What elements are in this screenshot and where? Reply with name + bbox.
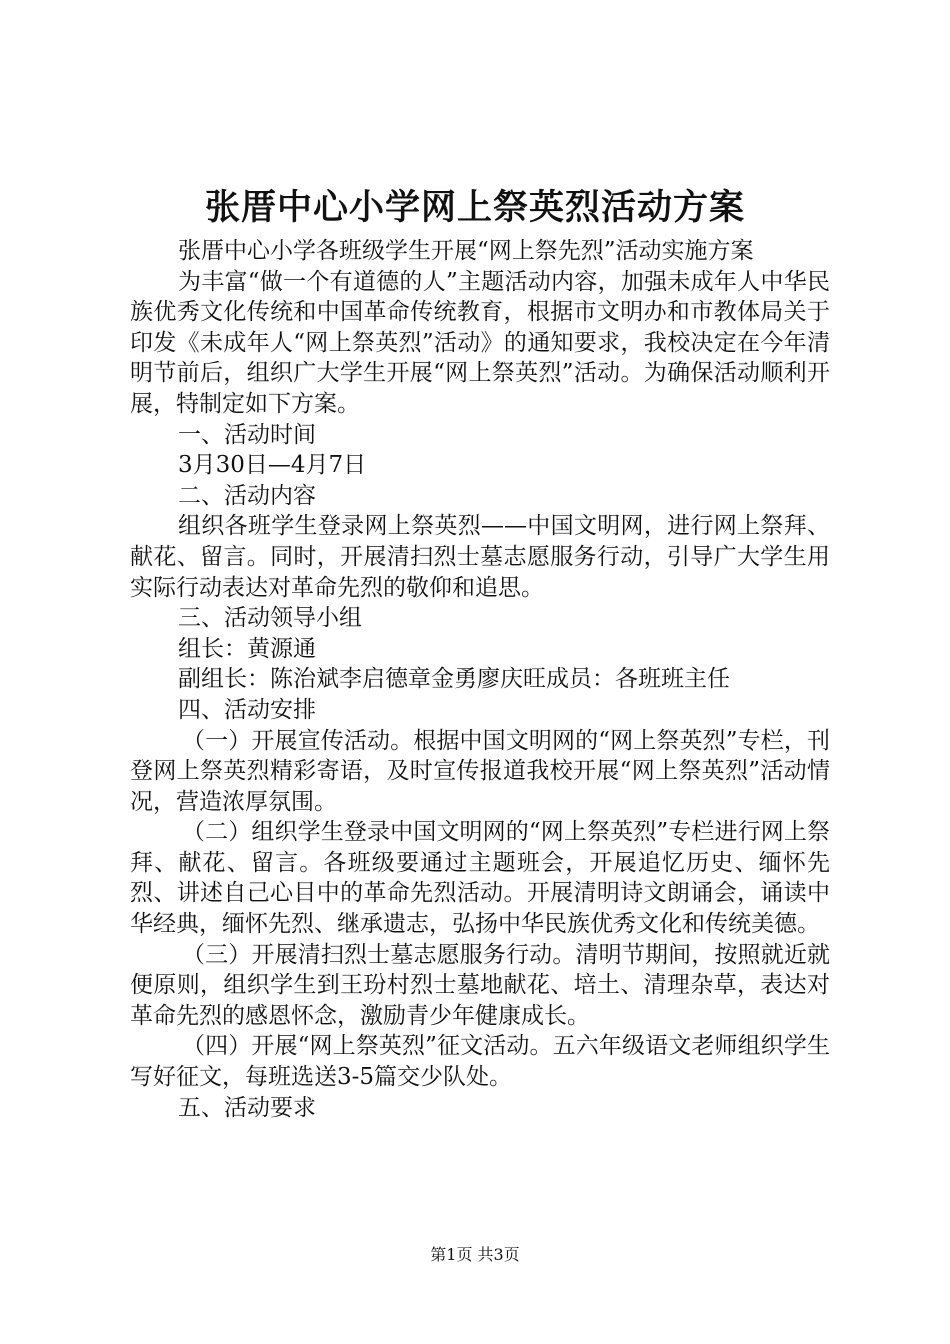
section-heading-requirements: 五、活动要求	[178, 1094, 316, 1121]
intro-paragraph: 为丰富“做一个有道德的人”主题活动内容，加强未成年人中华民族优秀文化传统和中国革命传统教育，根据市文明办和市教体局关于印发《未成年人“网上祭英烈”活动》的通知要求，我校决定在今年清明节前后，组织广大学生开展“网上祭英烈”活动。为确保活动顺利开展，特制定如下方案。	[130, 268, 830, 417]
document-body	[130, 236, 830, 1123]
content-paragraph: 组织各班学生登录网上祭英烈——中国文明网，进行网上祭拜、献花、留言。同时，开展清扫烈士墓志愿服务行动，引导广大学生用实际行动表达对革命先烈的敬仰和追思。	[130, 513, 830, 601]
deputy-leaders: 副组长：陈治斌李启德章金勇廖庆旺成员：各班班主任	[178, 666, 730, 693]
activity-dates: 3月30日—4月7日	[178, 452, 367, 479]
subtitle-paragraph: 张厝中心小学各班级学生开展“网上祭先烈”活动实施方案	[178, 238, 754, 264]
page-number: 第1页 共3页	[430, 1245, 520, 1264]
arrangement-item-1: （一）开展宣传活动。根据中国文明网的“网上祭英烈”专栏，刊登网上祭英烈精彩寄语，及时宣传报道我校开展“网上祭英烈”活动情况，营造浓厚氛围。	[130, 727, 830, 815]
arrangement-item-3: （三）开展清扫烈士墓志愿服务行动。清明节期间，按照就近就便原则，组织学生到王玢村烈士墓地献花、培土、清理杂草，表达对革命先烈的感恩怀念，激励青少年健康成长。	[130, 941, 830, 1029]
section-heading-arrangement: 四、活动安排	[178, 696, 316, 723]
document-title: 张厝中心小学网上祭英烈活动方案	[204, 187, 745, 228]
arrangement-item-2: （二）组织学生登录中国文明网的“网上祭英烈”专栏进行网上祭拜、献花、留言。各班级要通过主题班会，开展追忆历史、缅怀先烈、讲述自己心目中的革命先烈活动。开展清明诗文朗诵会，诵读中华经典，缅怀先烈、继承遗志，弘扬中华民族优秀文化和传统美德。	[130, 819, 830, 938]
section-heading-content: 二、活动内容	[178, 482, 316, 509]
arrangement-item-4: （四）开展“网上祭英烈”征文活动。五六年级语文老师组织学生写好征文，每班选送3-5篇交少队处。	[130, 1033, 830, 1091]
section-heading-leadership: 三、活动领导小组	[178, 605, 362, 632]
section-heading-time: 一、活动时间	[178, 421, 316, 448]
group-leader: 组长：黄源通	[178, 635, 316, 662]
